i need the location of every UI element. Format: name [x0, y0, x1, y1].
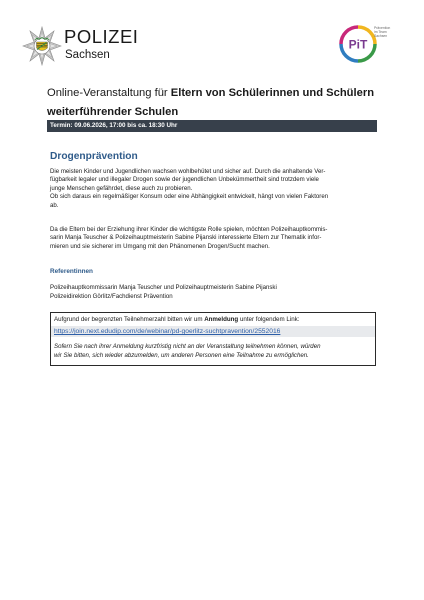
registration-intro-before: Aufgrund der begrenzten Teilnehmerzahl bitten wir um: [54, 316, 205, 323]
event-title-prefix: Online-Veranstaltung für: [47, 87, 171, 99]
speakers-text: [50, 283, 277, 301]
paragraph-line: Da die Eltern bei der Erziehung ihrer Kinder die wichtigste Rolle spielen, möchten Polizeihauptkommis-: [50, 226, 328, 233]
termin-bar: [47, 120, 377, 132]
registration-intro-bold: Anmeldung: [204, 316, 239, 323]
paragraph-line: Ob sich daraus ein regelmäßiger Konsum oder eine Abhängigkeit entwickelt, hängt von vielen Faktoren: [50, 193, 329, 201]
speakers-heading: Referentinnen: [50, 268, 93, 275]
pit-caption-line: Sachsen: [374, 34, 388, 39]
speakers-line: Polizeidirektion Görlitz/Fachdienst Prävention: [50, 293, 173, 301]
pit-caption-line: Prävention: [374, 26, 391, 30]
event-title: [47, 84, 387, 122]
event-title-audience-2: weiterführender Schulen: [47, 106, 179, 118]
paragraph-line: sarin Manja Teuscher & Polizeihauptmeisterin Sabine Pijanski interessierte Eltern zur Thematik infor-: [50, 234, 322, 242]
paragraph-line: ab.: [50, 201, 59, 209]
police-name-text: POLIZEI: [64, 26, 139, 47]
registration-note-line: wir Sie bitten, sich wieder abzumelden, um anderen Personen eine Teilnahme zu ermöglichen.: [54, 352, 309, 360]
pit-caption-line: im Team: [374, 30, 387, 35]
svg-text:PiT: PiT: [348, 37, 368, 52]
registration-intro-after: unter folgendem Link:: [238, 316, 300, 323]
pit-logo: [338, 22, 404, 66]
police-star-icon: [22, 26, 62, 66]
registration-intro: [54, 316, 299, 324]
polizei-sachsen-logo: [22, 26, 172, 70]
parents-paragraph: [50, 226, 380, 251]
registration-box: [50, 312, 376, 366]
paragraph-line: fügbarkeit legaler und illegaler Drogen sowie der jugendlichen Unbekümmertheit sind trotzdem viele: [50, 176, 319, 184]
intro-paragraph: [50, 168, 380, 210]
registration-link-row: [51, 326, 375, 337]
paragraph-line: junge Menschen gefährdet, diese auch zu probieren.: [50, 184, 193, 192]
speakers-line: Polizeihauptkommissarin Manja Teuscher und Polizeihauptmeisterin Sabine Pijanski: [50, 284, 277, 291]
police-state-text: Sachsen: [65, 49, 110, 61]
pit-caption: [374, 26, 406, 39]
registration-note-line: Sofern Sie nach ihrer Anmeldung kurzfristig nicht an der Veranstaltung teilnehmen können, würden: [54, 343, 321, 350]
registration-link[interactable]: https://join.next.edudip.com/de/webinar/pd-goerlitz-suchtpravention/2552016: [54, 328, 281, 335]
termin-text: Termin: 09.06.2026, 17:00 bis ca. 18:30 Uhr: [50, 122, 178, 129]
paragraph-line: Die meisten Kinder und Jugendlichen wachsen wohlbehütet und sicher auf. Durch die anhaltende Ver-: [50, 168, 326, 175]
section-title: Drogenprävention: [50, 151, 138, 162]
paragraph-line: mieren und sie sicherer im Umgang mit den Phänomenen Drogen/Sucht machen.: [50, 242, 270, 250]
event-title-audience: Eltern von Schülerinnen und Schülern: [170, 87, 375, 99]
pit-ring-icon: [338, 24, 378, 64]
registration-note: [54, 342, 320, 360]
